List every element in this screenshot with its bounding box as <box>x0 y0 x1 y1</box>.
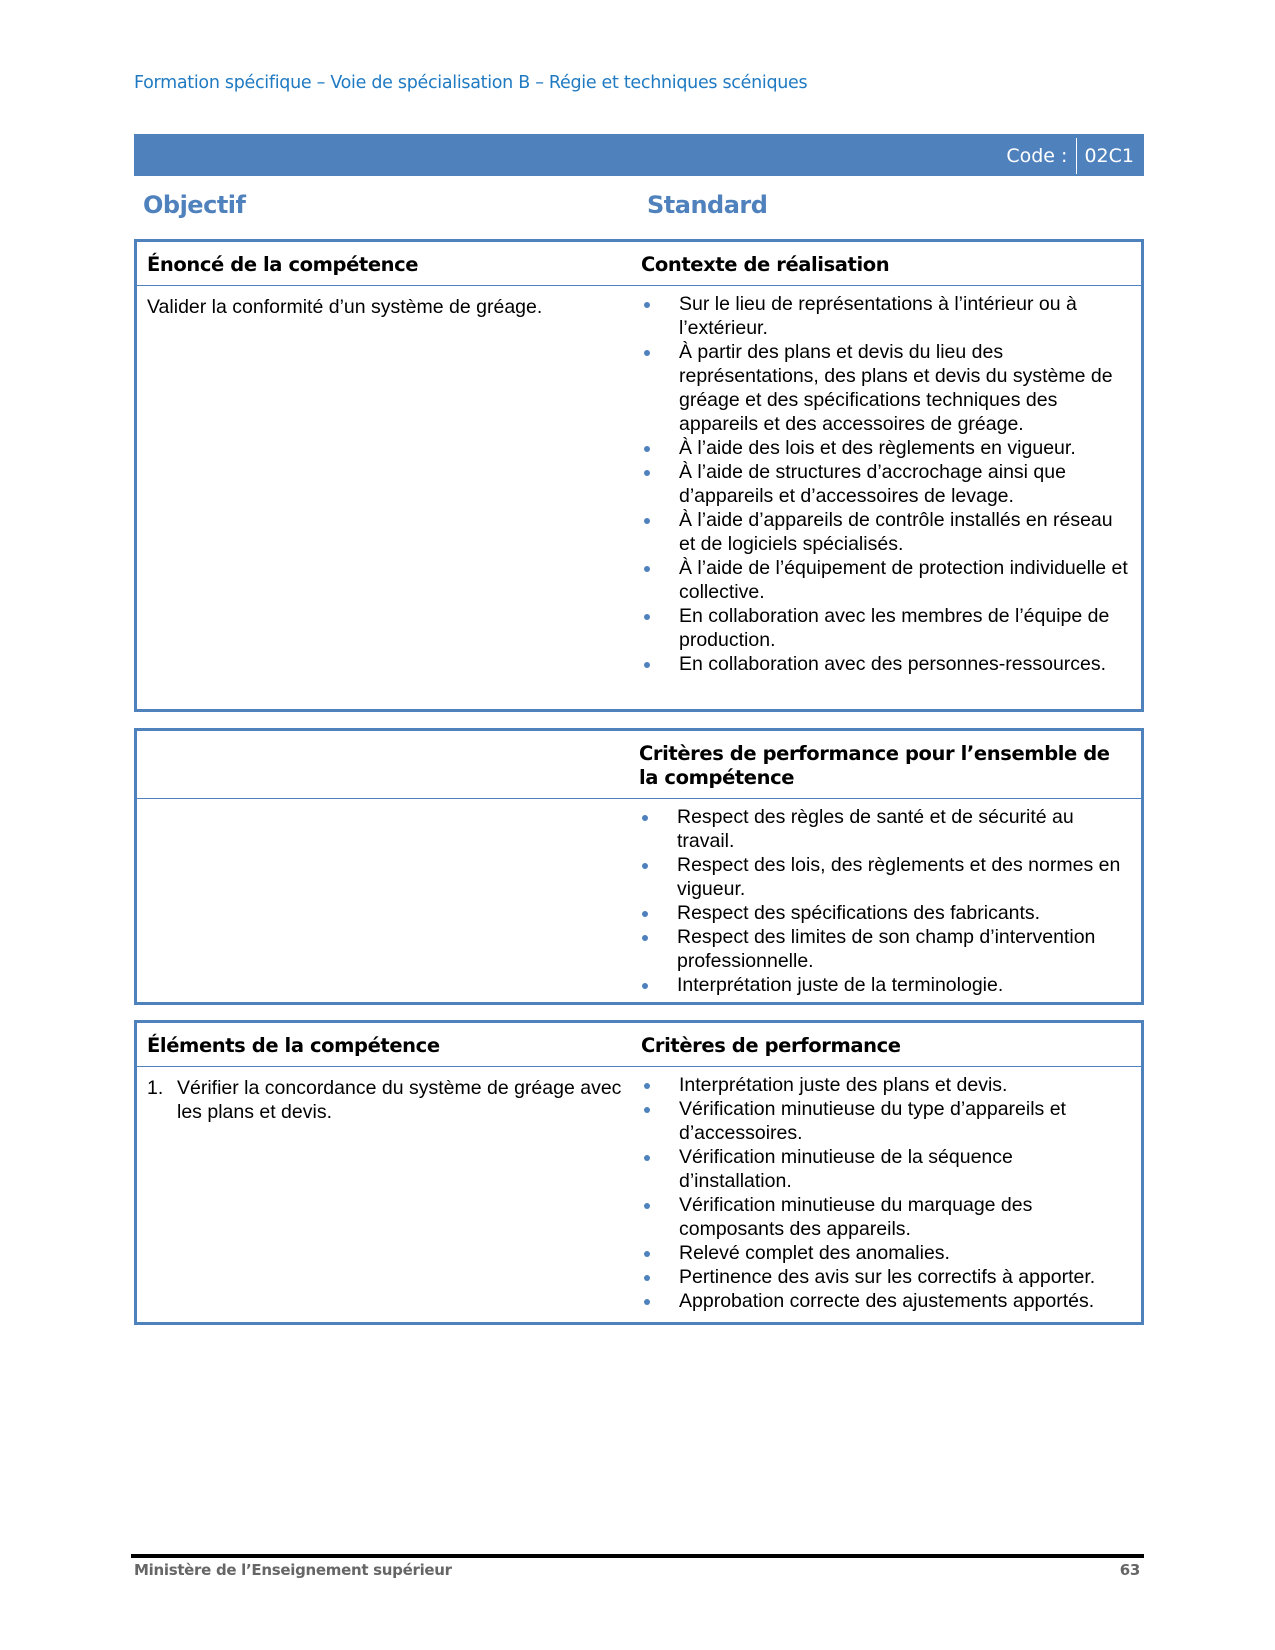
list-item: Pertinence des avis sur les correctifs à apporter. <box>641 1265 1131 1289</box>
code-value: 02C1 <box>1084 145 1134 167</box>
footer-rule <box>131 1554 1144 1558</box>
list-item: En collaboration avec des personnes-ressources. <box>641 652 1131 676</box>
overall-criteria-table <box>134 728 1144 1005</box>
list-item: À l’aide de structures d’accrochage ainsi que d’appareils et d’accessoires de levage. <box>641 460 1131 508</box>
footer-ministry: Ministère de l’Enseignement supérieur <box>134 1561 452 1579</box>
competency-statement-table <box>134 239 1144 712</box>
list-item: Vérification minutieuse du type d’appareils et d’accessoires. <box>641 1097 1131 1145</box>
list-item: Interprétation juste des plans et devis. <box>641 1073 1131 1097</box>
competency-code <box>1006 140 1134 172</box>
table-header-row <box>137 731 1141 799</box>
list-item: Respect des lois, des règlements et des normes en vigueur. <box>639 853 1131 901</box>
section-objectif: Objectif <box>143 191 246 219</box>
list-item: À partir des plans et devis du lieu des représentations, des plans et devis du système de gréage et des spécifications techniques des appareils et des accessoires de gréage. <box>641 340 1131 436</box>
list-item: À l’aide des lois et des règlements en vigueur. <box>641 436 1131 460</box>
list-item: Respect des spécifications des fabricants. <box>639 901 1131 925</box>
list-item: À l’aide de l’équipement de protection individuelle et collective. <box>641 556 1131 604</box>
elements-table <box>134 1020 1144 1325</box>
table-row <box>137 286 1141 676</box>
overall-criteria-header: Critères de performance pour l’ensemble de la compétence <box>639 742 1110 789</box>
list-item: Respect des limites de son champ d’intervention professionnelle. <box>639 925 1131 973</box>
competency-element <box>137 1067 641 1313</box>
list-item: Vérification minutieuse du marquage des composants des appareils. <box>641 1193 1131 1241</box>
performance-criteria-list <box>641 1073 1131 1313</box>
code-label: Code : <box>1006 145 1068 167</box>
list-item: Vérification minutieuse de la séquence d’installation. <box>641 1145 1131 1193</box>
list-item: Respect des règles de santé et de sécurité au travail. <box>639 805 1131 853</box>
page-number: 63 <box>1119 1561 1140 1579</box>
elements-header: Éléments de la compétence <box>147 1034 440 1057</box>
overall-criteria-list <box>639 805 1131 997</box>
context-header: Contexte de réalisation <box>641 253 890 276</box>
list-item: À l’aide d’appareils de contrôle installés en réseau et de logiciels spécialisés. <box>641 508 1131 556</box>
code-divider <box>1076 138 1077 174</box>
statement-header: Énoncé de la compétence <box>147 253 419 276</box>
empty-header-cell <box>137 731 641 798</box>
element-text: Vérifier la concordance du système de gréage avec les plans et devis. <box>177 1077 622 1123</box>
competency-statement: Valider la conformité d’un système de gréage. <box>147 296 543 318</box>
empty-cell <box>137 799 641 997</box>
list-item: En collaboration avec les membres de l’équipe de production. <box>641 604 1131 652</box>
table-header-row <box>137 242 1141 286</box>
table-header-row <box>137 1023 1141 1067</box>
list-item: Interprétation juste de la terminologie. <box>639 973 1131 997</box>
list-item: Approbation correcte des ajustements apportés. <box>641 1289 1131 1313</box>
running-header: Formation spécifique – Voie de spécialisation B – Régie et techniques scéniques <box>134 73 808 93</box>
section-standard: Standard <box>647 191 768 219</box>
list-item: Sur le lieu de représentations à l’intérieur ou à l’extérieur. <box>641 292 1131 340</box>
context-list <box>641 292 1131 676</box>
table-row <box>137 799 1141 997</box>
code-bar <box>134 134 1144 176</box>
list-item: Relevé complet des anomalies. <box>641 1241 1131 1265</box>
element-number: 1. <box>147 1077 164 1099</box>
performance-criteria-header: Critères de performance <box>641 1034 901 1057</box>
table-row <box>137 1067 1141 1313</box>
